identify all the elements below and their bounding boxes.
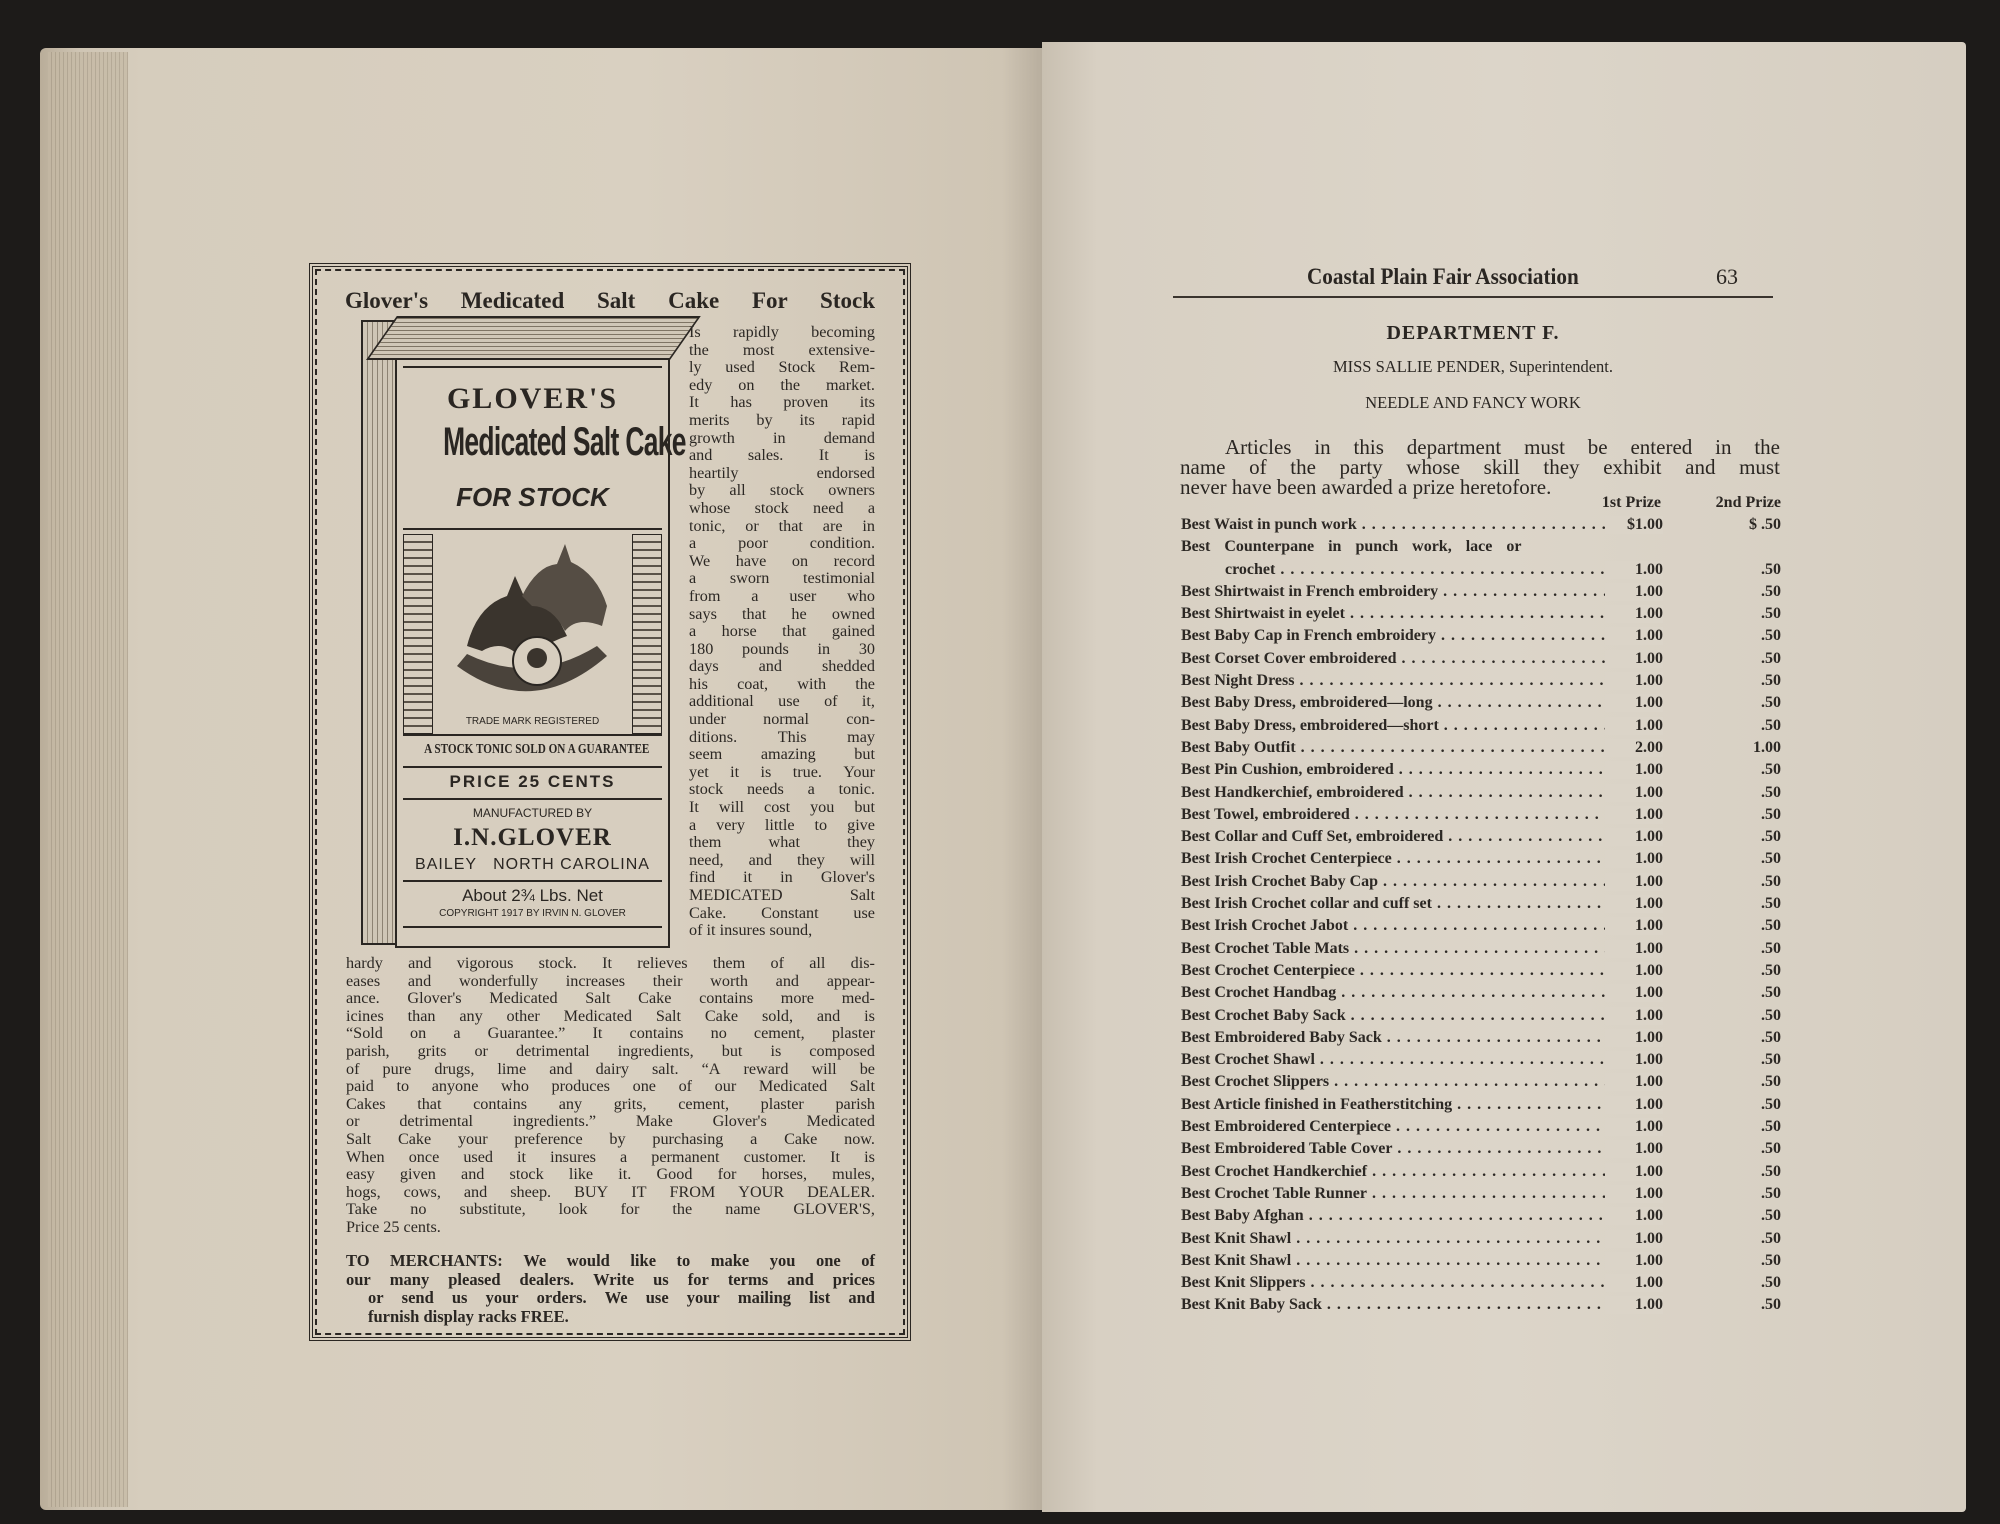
item-label: Best Baby Dress, embroidered—short . . . <box>1181 717 1661 735</box>
ad-body-text <box>346 955 875 1237</box>
item-label: Best Handkerchief, embroidered . . . <box>1181 784 1661 802</box>
first-prize: 1.00 <box>1605 1163 1663 1181</box>
text-line: stock needs a tonic. <box>689 780 875 799</box>
package-side <box>361 320 397 945</box>
package-price: PRICE 25 CENTS <box>449 772 616 791</box>
first-prize: 1.00 <box>1605 962 1663 980</box>
text-line: paid to anyone who produces one of our Medicated Salt <box>346 1077 875 1096</box>
text-line: When once used it insures a permanent customer. It is <box>346 1147 875 1166</box>
second-prize: .50 <box>1761 783 1781 801</box>
table-row <box>1181 1007 1781 1029</box>
text-line: yet it is true. Your <box>689 762 875 781</box>
text-line: heartily endorsed <box>689 463 875 482</box>
package-copyright: COPYRIGHT 1917 BY IRVIN N. GLOVER <box>439 908 626 919</box>
text-line: hardy and vigorous stock. It relieves them of all dis- <box>346 954 875 972</box>
text-line: seem amazing but <box>689 745 875 764</box>
second-prize: .50 <box>1761 560 1781 578</box>
first-prize: 1.00 <box>1605 1274 1663 1292</box>
text-line: his coat, with the <box>689 674 875 693</box>
item-label: Best Crochet Baby Sack . . . <box>1181 1007 1661 1025</box>
second-prize: .50 <box>1761 1118 1781 1136</box>
second-prize: $ .50 <box>1749 516 1781 533</box>
package-front <box>395 358 686 948</box>
table-row <box>1181 917 1781 939</box>
package-top <box>366 316 701 360</box>
text-line: It will cost you but <box>689 798 875 817</box>
text-line: never have been awarded a prize heretofore. <box>1180 475 1552 499</box>
item-label: Best Crochet Slippers . . . <box>1181 1073 1661 1091</box>
item-label: Best Baby Cap in French embroidery . . . <box>1181 627 1661 645</box>
department-title: DEPARTMENT F. <box>1386 322 1560 344</box>
second-prize: .50 <box>1761 649 1781 667</box>
table-row <box>1181 538 1781 560</box>
item-label: Best Embroidered Table Cover . . . <box>1181 1140 1661 1158</box>
first-prize: 1.00 <box>1605 1051 1663 1069</box>
table-row <box>1181 1140 1781 1162</box>
first-prize: 1.00 <box>1605 806 1663 824</box>
text-line: parish, grits or detrimental ingredients, but is composed <box>346 1041 875 1060</box>
ad-title: Glover's Medicated Salt Cake For Stock <box>345 288 875 313</box>
package-maker: I.N.GLOVER <box>453 824 612 851</box>
first-prize-header: 1st Prize <box>1601 494 1661 511</box>
first-prize: 1.00 <box>1605 828 1663 846</box>
text-line: of it insures sound, <box>689 921 813 940</box>
text-line: a very little to give <box>689 815 875 834</box>
text-line: need, and they will <box>689 850 875 869</box>
table-row <box>1181 650 1781 672</box>
page-number: 63 <box>1716 264 1738 289</box>
second-prize: .50 <box>1761 1006 1781 1024</box>
text-line: by all stock owners <box>689 481 875 500</box>
first-prize: 2.00 <box>1605 739 1663 757</box>
table-row <box>1181 806 1781 828</box>
item-label: Best Baby Afghan . . . <box>1181 1207 1661 1225</box>
item-label: Best Irish Crochet Jabot . . . <box>1181 917 1661 935</box>
ad-column-text <box>689 324 875 940</box>
table-row <box>1181 672 1781 694</box>
text-line: tonic, or that are in <box>689 516 875 535</box>
text-line: find it in Glover's <box>689 868 875 887</box>
second-prize: .50 <box>1761 1184 1781 1202</box>
item-label: Best Crochet Shawl . . . <box>1181 1051 1661 1069</box>
running-header: Coastal Plain Fair Association <box>1307 264 1579 289</box>
package-guarantee: A STOCK TONIC SOLD ON A GUARANTEE <box>424 742 650 757</box>
table-row <box>1181 1230 1781 1252</box>
first-prize: 1.00 <box>1605 1252 1663 1270</box>
item-label: Best Corset Cover embroidered . . . <box>1181 650 1661 668</box>
first-prize: 1.00 <box>1605 605 1663 623</box>
item-label: Best Irish Crochet Centerpiece . . . <box>1181 850 1661 868</box>
item-label: Best Crochet Handkerchief . . . <box>1181 1163 1661 1181</box>
second-prize: .50 <box>1761 1140 1781 1158</box>
header-rule <box>1173 296 1773 298</box>
text-line: Take no substitute, look for the name GLOVER'S, <box>346 1200 875 1219</box>
text-line: “Sold on a Guarantee.” It contains no cement, plaster <box>346 1024 875 1043</box>
table-row <box>1181 1252 1781 1274</box>
first-prize: 1.00 <box>1605 761 1663 779</box>
text-line: We have on record <box>689 551 875 570</box>
text-line: our many pleased dealers. Write us for terms and prices <box>346 1269 875 1289</box>
second-prize: .50 <box>1761 961 1781 979</box>
first-prize: 1.00 <box>1605 940 1663 958</box>
table-row <box>1181 1296 1781 1318</box>
table-row <box>1181 873 1781 895</box>
table-row <box>1181 828 1781 850</box>
table-row <box>1181 1274 1781 1296</box>
item-label: Best Shirtwaist in eyelet . . . <box>1181 605 1661 623</box>
first-prize: 1.00 <box>1605 1296 1663 1314</box>
text-line: them what they <box>689 833 875 852</box>
table-row <box>1181 583 1781 605</box>
text-line: Cake. Constant use <box>689 903 875 922</box>
second-prize: .50 <box>1761 984 1781 1002</box>
text-line: ly used Stock Rem- <box>689 358 875 377</box>
item-label: Best Shirtwaist in French embroidery . . . <box>1181 583 1661 601</box>
package-product: Medicated Salt Cake <box>443 420 686 464</box>
text-line: whose stock need a <box>689 498 875 517</box>
ornament-left <box>403 534 433 734</box>
text-line: furnish display racks FREE. <box>368 1306 569 1326</box>
second-prize: .50 <box>1761 1229 1781 1247</box>
item-label: Best Towel, embroidered . . . <box>1181 806 1661 824</box>
text-line: merits by its rapid <box>689 410 875 429</box>
prize-list <box>1181 516 1781 1319</box>
package-trademark: TRADE MARK REGISTERED <box>465 716 600 727</box>
text-line: Price 25 cents. <box>346 1217 441 1236</box>
second-prize: .50 <box>1761 1162 1781 1180</box>
second-prize: .50 <box>1761 872 1781 890</box>
superintendent: MISS SALLIE PENDER, Superintendent. <box>1332 357 1614 376</box>
text-line: or detrimental ingredients.” Make Glover's Medicated <box>346 1112 875 1131</box>
horse-heads-icon <box>437 536 627 716</box>
section-title: NEEDLE AND FANCY WORK <box>1365 393 1581 412</box>
first-prize: 1.00 <box>1605 1230 1663 1248</box>
second-prize: .50 <box>1761 1095 1781 1113</box>
first-prize: 1.00 <box>1605 1207 1663 1225</box>
item-label: Best Crochet Handbag . . . <box>1181 984 1661 1002</box>
text-line: additional use of it, <box>689 692 875 711</box>
table-row <box>1181 561 1781 583</box>
text-line: icines than any other Medicated Salt Cake sold, and is <box>346 1006 875 1025</box>
item-label: Best Night Dress . . . <box>1181 672 1661 690</box>
table-row <box>1181 516 1781 538</box>
table-row <box>1181 1118 1781 1140</box>
second-prize: .50 <box>1761 761 1781 779</box>
table-row <box>1181 739 1781 761</box>
item-label: Best Knit Baby Sack . . . <box>1181 1296 1661 1314</box>
text-line: says that he owned <box>689 604 875 623</box>
first-prize: 1.00 <box>1605 1185 1663 1203</box>
text-line: eases and wonderfully increases their worth and appear- <box>346 971 875 990</box>
package-manufactured-by: MANUFACTURED BY <box>472 806 593 820</box>
text-line: TO MERCHANTS: We would like to make you one of <box>346 1251 875 1270</box>
first-prize: 1.00 <box>1605 1007 1663 1025</box>
text-line: under normal con- <box>689 710 875 729</box>
text-line: a sworn testimonial <box>689 569 875 588</box>
first-prize: 1.00 <box>1605 650 1663 668</box>
text-line: days and shedded <box>689 657 875 676</box>
text-line: It has proven its <box>689 393 875 412</box>
text-line: edy on the market. <box>689 375 875 394</box>
table-row <box>1181 694 1781 716</box>
ad-merchants-note <box>346 1252 875 1326</box>
item-label: Best Baby Outfit . . . <box>1181 739 1661 757</box>
package-brand: GLOVER'S <box>446 382 619 415</box>
second-prize: .50 <box>1761 828 1781 846</box>
table-row <box>1181 850 1781 872</box>
table-row <box>1181 1029 1781 1051</box>
second-prize: .50 <box>1761 939 1781 957</box>
item-label: Best Knit Shawl . . . <box>1181 1252 1661 1270</box>
table-row <box>1181 1185 1781 1207</box>
text-line: MEDICATED Salt <box>689 886 875 904</box>
text-line: a poor condition. <box>689 534 875 553</box>
text-line: from a user who <box>689 586 875 605</box>
text-line: Is rapidly becoming <box>689 323 875 341</box>
second-prize: .50 <box>1761 895 1781 913</box>
first-prize: 1.00 <box>1605 1029 1663 1047</box>
first-prize: 1.00 <box>1605 784 1663 802</box>
second-prize: .50 <box>1761 850 1781 868</box>
first-prize: 1.00 <box>1605 694 1663 712</box>
second-prize: .50 <box>1761 1051 1781 1069</box>
second-prize: .50 <box>1761 716 1781 734</box>
package-weight: About 2¾ Lbs. Net <box>462 886 603 905</box>
first-prize: 1.00 <box>1605 1096 1663 1114</box>
text-line: Cakes that contains any grits, cement, plaster parish <box>346 1094 875 1113</box>
intro-paragraph <box>1180 437 1780 497</box>
first-prize: 1.00 <box>1605 1118 1663 1136</box>
second-prize: .50 <box>1761 1296 1781 1314</box>
text-line: and sales. It is <box>689 446 875 465</box>
text-line: 180 pounds in 30 <box>689 639 875 658</box>
table-row <box>1181 962 1781 984</box>
item-label: Best Embroidered Baby Sack . . . <box>1181 1029 1661 1047</box>
item-label: Best Collar and Cuff Set, embroidered . . . <box>1181 828 1661 846</box>
item-label: Best Waist in punch work . . . <box>1181 516 1661 534</box>
page-edges <box>48 52 128 1507</box>
second-prize: .50 <box>1761 605 1781 623</box>
table-row <box>1181 761 1781 783</box>
item-label: Best Crochet Centerpiece . . . <box>1181 962 1661 980</box>
table-row <box>1181 717 1781 739</box>
table-row <box>1181 1073 1781 1095</box>
first-prize: 1.00 <box>1605 717 1663 735</box>
text-line: Salt Cake your preference by purchasing a Cake now. <box>346 1129 875 1148</box>
item-label: Best Irish Crochet collar and cuff set . . . <box>1181 895 1661 913</box>
text-line: or send us your orders. We use your mailing list and <box>368 1288 875 1307</box>
item-label: Best Crochet Table Runner . . . <box>1181 1185 1661 1203</box>
text-line: the most extensive- <box>689 340 875 359</box>
table-row <box>1181 895 1781 917</box>
second-prize: .50 <box>1761 582 1781 600</box>
text-line: of pure drugs, lime and dairy salt. “A reward will be <box>346 1059 875 1078</box>
first-prize: 1.00 <box>1605 627 1663 645</box>
second-prize: .50 <box>1761 1207 1781 1225</box>
ornament-right <box>632 534 662 734</box>
text-line: ance. Glover's Medicated Salt Cake contains more med- <box>346 989 875 1008</box>
first-prize: 1.00 <box>1605 672 1663 690</box>
first-prize: 1.00 <box>1605 873 1663 891</box>
second-prize: .50 <box>1761 917 1781 935</box>
item-label: Best Knit Shawl . . . <box>1181 1230 1661 1248</box>
second-prize: .50 <box>1761 1073 1781 1091</box>
first-prize: 1.00 <box>1605 583 1663 601</box>
text-line: ditions. This may <box>689 727 875 746</box>
package-location: BAILEY NORTH CAROLINA <box>415 856 650 873</box>
table-row <box>1181 627 1781 649</box>
item-label: Best Crochet Table Mats . . . <box>1181 940 1661 958</box>
item-label: Best Article finished in Featherstitching . . . <box>1181 1096 1661 1114</box>
second-prize-header: 2nd Prize <box>1715 494 1781 511</box>
second-prize: .50 <box>1761 1028 1781 1046</box>
first-prize: 1.00 <box>1605 561 1663 579</box>
first-prize: 1.00 <box>1605 1073 1663 1091</box>
table-row <box>1181 605 1781 627</box>
table-row <box>1181 984 1781 1006</box>
package-for-stock: FOR STOCK <box>456 482 609 512</box>
text-line: growth in demand <box>689 428 875 447</box>
table-row <box>1181 1163 1781 1185</box>
item-label: Best Pin Cushion, embroidered . . . <box>1181 761 1661 779</box>
item-label: Best Irish Crochet Baby Cap . . . <box>1181 873 1661 891</box>
second-prize: .50 <box>1761 694 1781 712</box>
table-row <box>1181 784 1781 806</box>
text-line: a horse that gained <box>689 622 875 641</box>
second-prize: .50 <box>1761 627 1781 645</box>
second-prize: .50 <box>1761 672 1781 690</box>
item-label: crochet . . . <box>1181 561 1661 579</box>
first-prize: 1.00 <box>1605 850 1663 868</box>
second-prize: .50 <box>1761 1274 1781 1292</box>
second-prize: .50 <box>1761 805 1781 823</box>
text-line: name of the party whose skill they exhibit and must <box>1180 455 1780 479</box>
first-prize: 1.00 <box>1605 917 1663 935</box>
first-prize: 1.00 <box>1605 1140 1663 1158</box>
table-row <box>1181 940 1781 962</box>
first-prize: $1.00 <box>1605 516 1663 534</box>
text-line: easy given and stock like it. Good for horses, mules, <box>346 1165 875 1184</box>
item-label: Best Baby Dress, embroidered—long . . . <box>1181 694 1661 712</box>
second-prize: .50 <box>1761 1251 1781 1269</box>
text-line: Articles in this department must be entered in the <box>1225 435 1780 459</box>
first-prize: 1.00 <box>1605 984 1663 1002</box>
table-row <box>1181 1051 1781 1073</box>
table-row <box>1181 1207 1781 1229</box>
text-line: hogs, cows, and sheep. BUY IT FROM YOUR DEALER. <box>346 1182 875 1201</box>
first-prize: 1.00 <box>1605 895 1663 913</box>
item-label: Best Counterpane in punch work, lace or <box>1181 538 1522 556</box>
second-prize: 1.00 <box>1753 738 1781 756</box>
item-label: Best Knit Slippers . . . <box>1181 1274 1661 1292</box>
table-row <box>1181 1096 1781 1118</box>
item-label: Best Embroidered Centerpiece . . . <box>1181 1118 1661 1136</box>
